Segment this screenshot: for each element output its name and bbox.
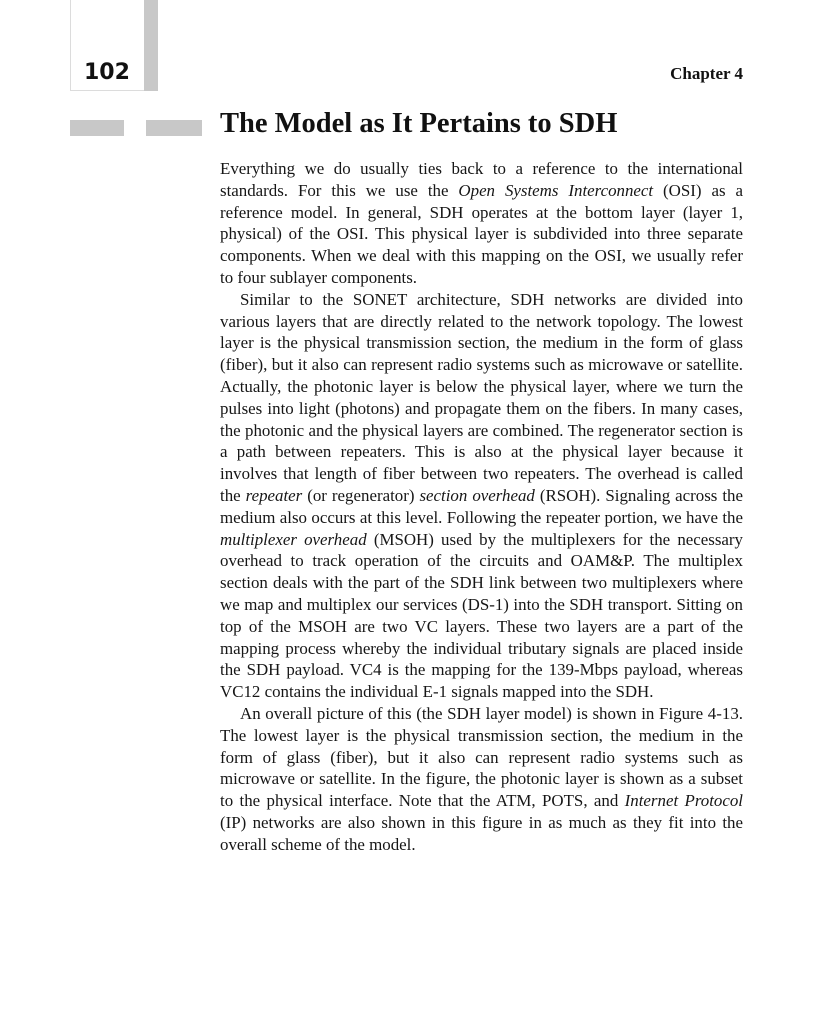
heading-decoration-block xyxy=(146,120,202,136)
text-run: An overall picture of this (the SDH layer model) is shown in Figure 4-13. The lowest layer is the physical transmission section, the medium in the form of glass (fiber), but it also can represent radio systems such as microwave or satellite. In the figure, the photonic layer is shown as a subset to the physical interface. Note that the ATM, POTS, and xyxy=(220,703,743,811)
page-number: 102 xyxy=(84,60,130,85)
text-run: Everything we do usually ties back to a reference to the international standards. For this we use the xyxy=(220,159,743,200)
paragraph-1 xyxy=(220,158,743,289)
text-run: (MSOH) used by the multiplexers for the necessary overhead to track operation of the circuits and OAM&P. The multiplex section deals with the part of the SDH link between two multiplexers where we map and multiplex our services (DS-1) into the SDH transport. Sitting on top of the MSOH are two VC layers. These two layers are a part of the mapping process whereby the individual tributary signals are placed inside the SDH payload. VC4 is the mapping for the 139-Mbps payload, whereas VC12 contains the individual E-1 signals mapped into the SDH. xyxy=(220,529,743,702)
text-run: (IP) networks are also shown in this figure in as much as they fit into the overall scheme of the model. xyxy=(220,812,743,854)
body-text xyxy=(220,158,743,856)
italic-term: section overhead xyxy=(419,485,535,505)
italic-term: multiplexer overhead xyxy=(220,529,367,549)
italic-term: repeater xyxy=(245,485,303,505)
text-run: (OSI) as a reference model. In general, SDH operates at the bottom layer (layer 1, physical) of the OSI. This physical layer is subdivided into three separate components. When we deal with this mapping on the OSI, we usually refer to four sublayer components. xyxy=(220,180,743,287)
text-run: (or regenerator) xyxy=(302,485,420,505)
section-heading: The Model as It Pertains to SDH xyxy=(220,108,618,139)
paragraph-2 xyxy=(220,289,743,703)
heading-decoration-block xyxy=(70,120,124,136)
text-run: (RSOH). Signaling across the medium also occurs at this level. Following the repeater portion, we have the xyxy=(220,485,743,527)
italic-term: Internet Protocol xyxy=(624,791,743,811)
italic-term: Open Systems Interconnect xyxy=(458,180,654,200)
text-run: Similar to the SONET architecture, SDH networks are divided into various layers that are directly related to the network topology. The lowest layer is the physical transmission section, the medium in the form of glass (fiber), but it also can represent radio systems such as microwave or satellite. Actually, the photonic layer is below the physical layer, where we turn the pulses into light (photons) and propagate them on the fibers. In many cases, the photonic and the physical layers are combined. The regenerator section is a path between repeaters. This is also at the physical layer because it involves that length of fiber between two repeaters. The overhead is called the xyxy=(220,289,743,505)
running-head: Chapter 4 xyxy=(670,64,743,83)
page-number-bar xyxy=(144,0,158,91)
paragraph-3 xyxy=(220,703,743,856)
